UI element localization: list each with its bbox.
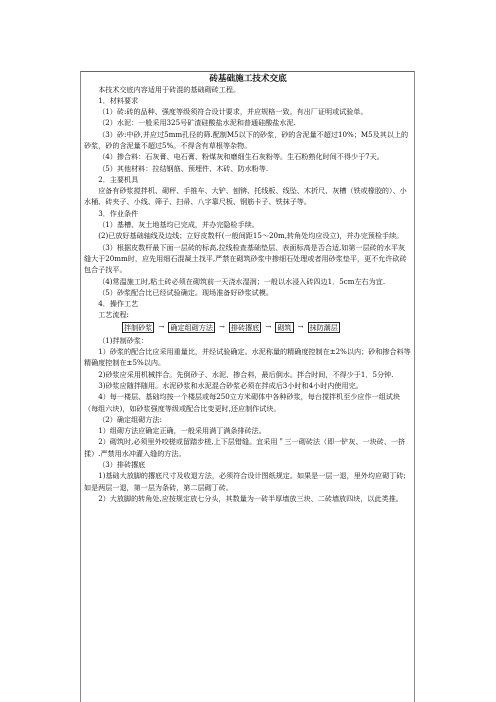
paragraph: 3)砂浆应随拌随用。水泥砂浆和水泥混合砂浆必须在拌成后3小时和4小时内使用完。	[98, 380, 363, 390]
paragraph: 2）砌筑时,必须里外咬槎或留踏步槎,上下层错缝。宜采用＂三一砌砖法（即一铲灰、一块砖、一挤揉）.严禁用水冲灌入缝的方法。	[84, 437, 406, 458]
paragraph: 4．操作工艺	[98, 299, 139, 309]
paragraph: （1）基槽、灰土地基均已完成，并办完隐检手续。	[98, 220, 259, 230]
paragraph: 1)基础大放脚的撂底尺寸及收退方法，必须符合设计图纸规定。如果是一层一退，里外均应砌丁砖;如是两层一退，第一层为条砖，第二层砌丁砖。	[84, 471, 406, 492]
paragraph: 工艺流程:	[98, 310, 129, 320]
paragraph: （5）砂浆配合比已经试验确定。现场准备好砂浆试模。	[98, 287, 273, 297]
paragraph: 2．主要机具	[98, 174, 139, 184]
arrow-right-icon: →	[297, 323, 304, 332]
paragraph: （4）掺合料：石灰膏、电石膏、粉煤灰和磨细生石灰粉等。生石粉熟化时间不得少于7天。	[98, 152, 384, 162]
paragraph: 本技术交底内容适用于砖混的基础砌砖工程。	[98, 84, 241, 94]
paragraph: （1)拌制砂浆：	[98, 335, 149, 345]
flow-step: 确定组砌方法	[170, 323, 213, 333]
paragraph: 1．材料要求	[98, 95, 139, 105]
flow-step: 砌筑	[277, 323, 292, 333]
paragraph: (2)已放好基础轴线及边线；立好皮数杆(一般间距15～20m,转角处均应设立)，并办完预检手续。	[98, 231, 404, 241]
paragraph: 2）大放脚的转角处,应按规定放七分头，其数量为一砖半厚墙放三块、二砖墙放四块，以此类推。	[98, 493, 403, 503]
document-body	[84, 84, 412, 505]
paragraph: （4)常温施工时,粘土砖必须在砌筑前一天浇水湿润；一般以水浸入砖四边1．5cm左右为宜.	[98, 276, 386, 286]
arrow-right-icon: →	[158, 323, 165, 332]
paragraph: 1）砂浆的配合比应采用重量比，并经试验确定。水泥称量的精确度控制在±2%以内；砂和掺合料等精确度控制在±5%以内。	[84, 347, 411, 368]
right-rule	[414, 71, 415, 702]
arrow-right-icon: →	[219, 323, 225, 332]
paragraph: 3．作业条件	[98, 208, 139, 218]
paragraph: （3）排砖撂底	[98, 460, 146, 469]
flow-step: 抹防潮层	[309, 323, 338, 333]
paragraph: （5）其他材料：拉结钢筋、预埋件、木砖、防水粉等.	[98, 163, 269, 173]
paragraph: 4）每一楼层、基础均按一个楼层或每250立方米砌体中各种砂浆，每台搅拌机至少应作一组试块（每组六块)，如砂浆强度等级或配合比变更时,还应制作试块。	[84, 392, 400, 413]
paragraph: （3）砂:中砂,并应过5mm孔径的筛.配制M5以下的砂浆，砂的含泥量不超过10%；M5及其以上的砂浆，砂的含泥量不超过5%。不得含有草根等杂物。	[84, 129, 409, 150]
paragraph: （3）根据皮数杆最下面一层砖的标高,拉线检查基础垫层、表面标高是否合适,如第一层砖的水平灰缝大于20mm时，应先用细石混凝土找平,严禁在砌筑砂浆中掺细石处理或者用砂浆垫平，更不允许砍砖包合子找平。	[84, 242, 407, 275]
paragraph: （2）确定组砌方法:	[98, 414, 162, 424]
paragraph: （1）砖:砖的品种、强度等级须符合设计要求，并应规格一致。有出厂证明或试验单。	[98, 107, 368, 117]
paragraph: 1）组砌方法应确定正确，一般采用满丁满条排砖法。	[98, 426, 266, 436]
arrow-right-icon: →	[265, 323, 272, 332]
process-flow	[122, 322, 412, 334]
paragraph: 应备有砂浆搅拌机、砌秤、手推车、大铲、刨锛、托线板、线坠、木折尺、灰槽（铁或橡胶的）、小水桶、砖夹子、小线、筛子、扫帚、八字靠尺板、钢筋卡子、铁抹子等。	[84, 186, 407, 207]
paragraph: 2)砂浆应采用机械拌合。先倒砂子、水泥、掺合料，最后倒水。拌合时间，不得少于1．5分钟.	[98, 369, 394, 379]
flow-step: 排砖撂底	[230, 323, 260, 333]
flow-step: 拌制砂浆	[124, 323, 153, 333]
document-title: 砖基础施工技术交底	[209, 74, 287, 84]
left-rule	[80, 71, 81, 702]
paragraph: （2）水泥：一般采用325号矿渣硅酸盐水泥和普通硅酸盐水泥.	[98, 118, 296, 128]
